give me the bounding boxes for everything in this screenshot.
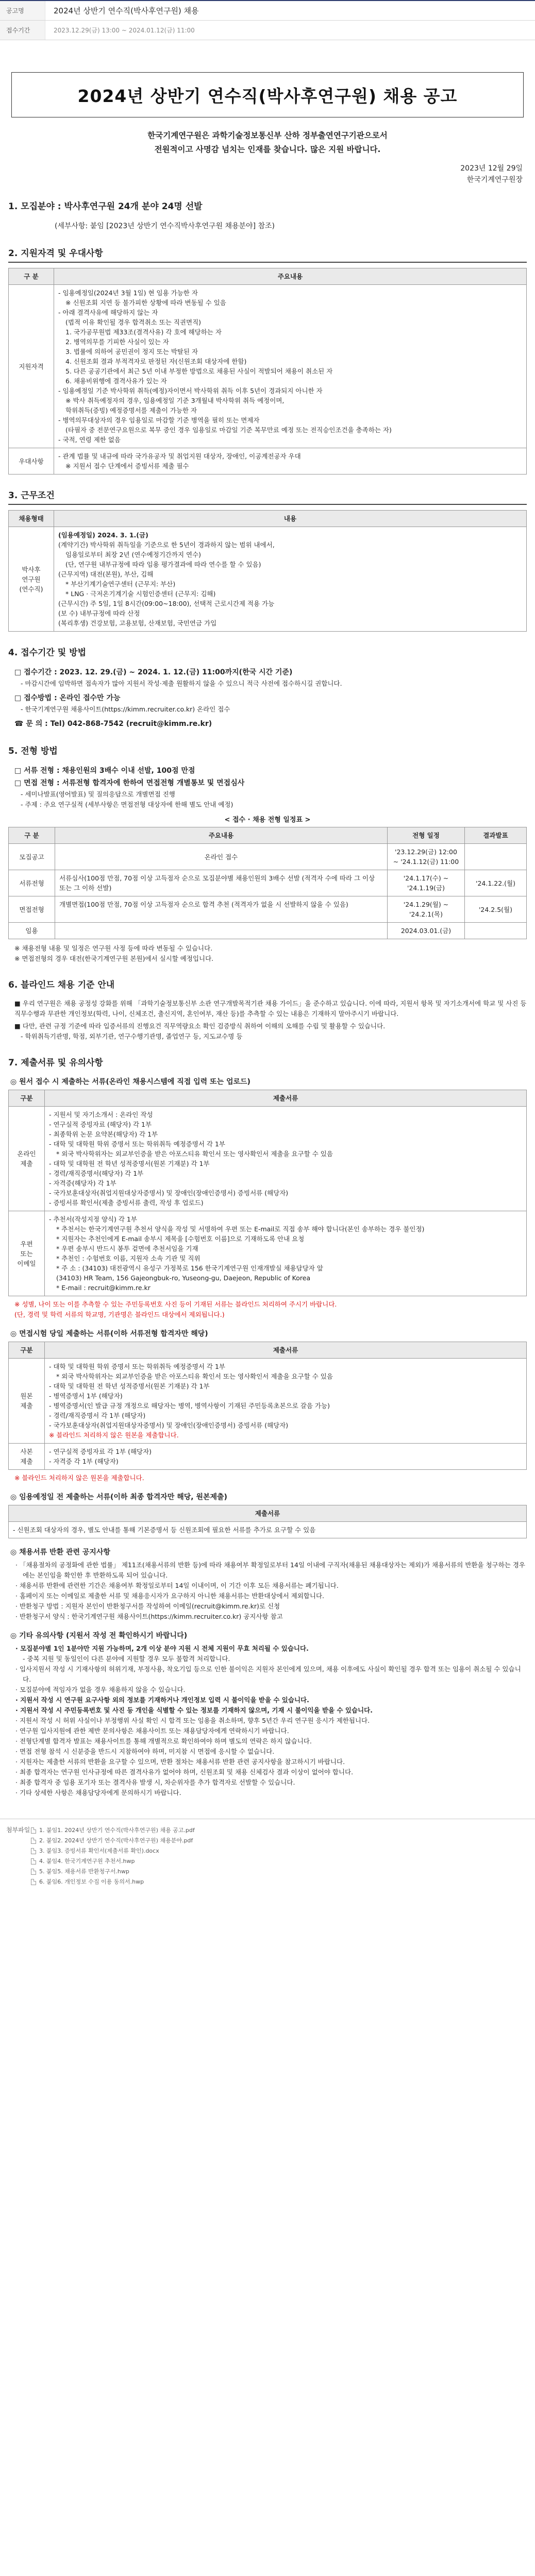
cell-line: - 대학 및 대학원 학위 증명서 또는 학위취득 예정증명서 각 1부	[49, 1140, 225, 1148]
cell-line: * 주 소 : (34103) 대전광역시 유성구 가정북로 156 한국기계연구원 인재개발실 채용담당자 앞	[56, 1264, 323, 1272]
issue-date: 2023년 12월 29일	[460, 164, 523, 173]
list-item: · 모집분야별 1인 1분야만 지원 가능하며, 2개 이상 분야 지원 시 전체 지원이 무효 처리될 수 있습니다.	[15, 1645, 309, 1652]
section-recruitment-field	[8, 199, 527, 232]
row-header	[9, 1359, 45, 1444]
table-row	[9, 1522, 527, 1538]
list-item: · 면접 전형 참석 시 신분증을 반드시 지참하여야 하며, 미지참 시 면접에 응시할 수 없습니다.	[15, 1748, 275, 1755]
cell-line: * E-mail : recruit@kimm.re.kr	[56, 1284, 151, 1292]
final-documents-table	[8, 1505, 527, 1538]
column-header: 주요내용	[55, 827, 388, 844]
method-note: - 한국기계연구원 채용사이트(https://kimm.recruiter.co.kr) 온라인 접수	[21, 705, 230, 713]
row-header-line: (연수직)	[19, 585, 43, 593]
column-header: 제출서류	[45, 1342, 527, 1359]
table-cell: '24.2.5(월)	[465, 896, 527, 923]
list-item: · 「채용절차의 공정화에 관한 법률」 제11조(채용서류의 반환 등)에 따라 채용여부 확정일로부터 14일 이내에 구직자(채용된 채용대상자는 제외)가 채용서류의 반환을 청구하는 경우에는 본인임을 확인한 후 반환하도록 되어 있습니다.	[15, 1561, 525, 1579]
column-header: 제출서류	[9, 1505, 527, 1522]
attachment-name[interactable]: 2. 붙임2. 2024년 상반기 연수직(박사후연구원) 채용분야.pdf	[39, 1837, 193, 1844]
notice-header-table	[0, 0, 535, 40]
table-row	[9, 896, 527, 923]
table-cell: - 신원조회 대상자의 경우, 별도 안내를 통해 기본증명서 등 신원조회에 필요한 서류를 추가로 요구할 수 있음	[9, 1522, 527, 1538]
cell-line: 1. 국가공무원법 제33조(결격사유) 각 호에 해당하는 자	[65, 328, 222, 336]
table-cell: 개별면접(100점 만점, 70점 이상 고득점자 순으로 합격 추천 (적격자가 없을 시 선발하지 않을 수 있음)	[55, 896, 388, 923]
section-qualifications	[8, 246, 527, 474]
cell-line: (타필자 중 전문연구요원으로 복무 중인 경우 임용일로 마감일 기준 복무만료 예정 또는 전직승인조건을 충족하는 자)	[65, 426, 392, 434]
row-header-line: 이메일	[17, 1259, 36, 1267]
list-item: · 입사지원서 작성 시 기재사항의 허위기재, 부정사용, 착오기입 등으로 인한 불이익은 지원자 본인에게 있으며, 채용 이후에도 사실이 확인될 경우 합격 또는 임용이 취소될 수 있습니다.	[15, 1665, 521, 1683]
table-cell: 임용	[9, 923, 55, 939]
table-row	[9, 1444, 527, 1470]
period-line: □ 접수기간 : 2023. 12. 29.(금) ~ 2024. 1. 12.(금) 11:00까지(한국 시간 기준)	[14, 668, 293, 676]
online-documents-table	[8, 1090, 527, 1296]
section-title: 4. 접수기간 및 방법	[8, 648, 86, 658]
cell-line: - 국가보훈대상자(취업지원대상자증명서) 및 장애인(장애인증명서) 증빙서류 (해당자)	[49, 1189, 289, 1197]
row-header: 지원자격	[9, 285, 54, 448]
subsection-head: ◎ 채용서류 반환 관련 공지사항	[10, 1548, 110, 1556]
table-cell: 서류전형	[9, 870, 55, 896]
column-header: 제출서류	[45, 1090, 527, 1107]
table-cell: 서류심사(100점 만점, 70점 이상 고득점자 순으로 모집분야별 채용인원의 3배수 선발 (적격자 수에 따라 그 이상 또는 그 이하 선발)	[55, 870, 388, 896]
attachment-link[interactable]	[0, 1867, 535, 1877]
original-note: ※ 블라인드 처리하지 않은 원본을 제출합니다.	[14, 1474, 144, 1482]
list-item: · 지원자는 제출한 서류의 반환을 요구할 수 있으며, 반환 절차는 채용서류 반환 관련 공지사항을 참고하시기 바랍니다.	[15, 1758, 345, 1766]
row-header-line: 연구원	[22, 575, 41, 583]
section-application-period	[8, 645, 527, 730]
cell-line: - 병역증명서(인 발급 규정 개정으로 해당자는 병역, 병역사항이 기재된 주민등록초본으로 갈음 가능)	[49, 1402, 330, 1410]
cell-line: (근무시간) 주 5일, 1일 8시간(09:00~18:00), 선택적 근로시간제 적용 가능	[58, 600, 275, 607]
file-icon	[31, 1838, 36, 1844]
list-item: · 지원서 작성 시 연구원 요구사항 외의 정보를 기재하거나 개인정보 입력 시 불이익을 받을 수 있습니다.	[15, 1696, 309, 1704]
row-header	[9, 1211, 45, 1296]
list-item: · 반환청구 방법 : 지원자 본인이 반환청구서를 작성하여 이메일(recruit@kimm.re.kr)로 신청	[15, 1602, 280, 1610]
schedule-caption: < 접수 · 채용 전형 일정표 >	[224, 816, 311, 824]
blind-paragraph: - 학위취득기관명, 학점, 외부기관, 연구수행기관명, 졸업연구 등, 지도교수명 등	[21, 1032, 243, 1040]
cell-line: - 추천서(작성지정 양식) 각 1부	[49, 1215, 137, 1223]
preference-cell	[54, 448, 527, 474]
blind-warning: (단, 경력 및 학력 서류의 학교명, 기관명은 블라인드 대상에서 제외됩니다.)	[14, 1311, 225, 1318]
cell-line: * 우편 송부시 반드시 봉투 겉면에 추천서임을 기재	[56, 1245, 198, 1252]
cell-line: * 지원자는 추천인에게 E-mail 송부시 제목을 [수험번호 이름]으로 기재하도록 안내 요청	[56, 1235, 305, 1243]
table-row	[9, 448, 527, 474]
cell-line: (법적 이유 확인될 경우 합격취소 또는 직권면직)	[65, 318, 202, 326]
intro-text	[8, 129, 527, 157]
cell-line: 4. 신원조회 결과 부적격자로 판정된 자(신원조회 대상자에 한함)	[65, 358, 247, 365]
contact-line: ☎ 문 의 : Tel) 042-868-7542 (recruit@kimm.re.kr)	[14, 720, 212, 728]
file-icon	[31, 1858, 36, 1865]
cell-line: - 아래 결격사유에 해당하지 않는 자	[58, 309, 158, 316]
blind-paragraph: ■ 우리 연구원은 채용 공정성 강화를 위해 「과학기술정보통신부 소관 연구개발목적기관 채용 가이드」을 준수하고 있습니다. 이에 따라, 지원서 항목 및 자기소개서에 학교 및 사진 등 직무수행과 무관한 개인정보(학력, 나이, 신체조건, 출신지역, 혼인여부, 재산 등)를 추측할 수 있는 내용은 기재하지 말아주시기 바랍니다.	[14, 999, 527, 1018]
subsection-head: ◎ 임용예정일 전 제출하는 서류(이하 최종 합격자만 해당, 원본제출)	[10, 1493, 227, 1501]
attachment-name[interactable]: 1. 붙임1. 2024년 상반기 연수직(박사후연구원) 채용 공고.pdf	[39, 1827, 195, 1834]
subsection-head: ◎ 기타 유의사항 (지원서 작성 전 확인하시기 바랍니다)	[10, 1632, 188, 1640]
qualifications-table	[8, 268, 527, 474]
schedule-note: ※ 채용전형 내용 및 일정은 연구원 사정 등에 따라 변동될 수 있습니다.	[14, 944, 213, 952]
attachments-label: 첨부파일	[6, 1826, 30, 1834]
table-cell	[465, 844, 527, 870]
cell-line: * 추천인 : 수험번호 이름, 지원자 소속 기관 및 직위	[56, 1255, 200, 1262]
cell-line: - 증빙서류 확인서(제출 증빙서류 출력, 작성 후 업로드)	[49, 1199, 204, 1207]
cell-line: 임용일로부터 최장 2년 (연수예정기간까지 연수)	[65, 551, 202, 558]
table-header-row	[9, 1342, 527, 1359]
row-header-line: 제출	[20, 1160, 33, 1167]
column-header: 구 분	[9, 827, 55, 844]
cell-line: (복리후생) 건강보험, 고용보험, 산재보험, 국민연금 가입	[58, 619, 217, 627]
cell-line: - 지원서 및 자기소개서 : 온라인 작성	[49, 1111, 153, 1118]
table-row	[9, 1359, 527, 1444]
cell-line: - 관계 법률 및 내규에 따라 국가유공자 및 취업지원 대상자, 장애인, 이공계전공자 우대	[58, 452, 301, 460]
row-header-line: 박사후	[22, 565, 41, 573]
row-header-line: 우편	[20, 1240, 33, 1248]
interview-documents-table	[8, 1342, 527, 1470]
table-row	[9, 285, 527, 448]
cell-line: ※ 지원서 접수 단계에서 증빙서류 제출 필수	[65, 462, 189, 470]
table-row	[9, 1211, 527, 1296]
column-header: 내용	[54, 511, 527, 527]
documents-cell	[45, 1359, 527, 1444]
list-item: · 지원서 작성 시 주민등록번호 및 사진 등 개인을 식별할 수 있는 정보를 기재하지 않으며, 기재 시 불이익을 받을 수 있습니다.	[15, 1706, 373, 1714]
cell-line: - 국적, 연령 제한 없음	[58, 436, 121, 444]
intro-line: 한국기계연구원은 과학기술정보통신부 산하 정부출연연구기관으로서	[147, 131, 388, 140]
table-row	[9, 844, 527, 870]
work-conditions-table	[8, 510, 527, 632]
file-icon	[31, 1827, 36, 1834]
subsection-head: ◎ 면접시험 당일 제출하는 서류(이하 서류전형 합격자만 해당)	[10, 1330, 208, 1338]
table-row	[9, 923, 527, 939]
table-cell: 면접전형	[9, 896, 55, 923]
table-header-row	[9, 827, 527, 844]
list-item: · 모집분야에 적임자가 없을 경우 채용하지 않을 수 있습니다.	[15, 1686, 186, 1693]
cell-line: - 자격증(해당자) 각 1부	[49, 1179, 116, 1187]
cell-line: 2. 병역의무를 기피한 사실이 있는 자	[65, 338, 169, 346]
cell-line: - 연구실적 증빙자료 (해당자) 각 1부	[49, 1121, 152, 1128]
cell-line: - 대학 및 대학원 학위 증명서 또는 학위취득 예정증명서 각 1부	[49, 1363, 225, 1370]
blind-paragraph: ■ 다만, 관련 규정 기준에 따라 입증서류의 진행요건 직무역량요소 확인 검증방식 취하여 이해의 오해를 수립 및 활용할 수 있습니다.	[14, 1022, 386, 1030]
list-item: · 최종 합격자는 연구원 인사규정에 따른 결격사유가 없어야 하며, 신원조회 및 채용 신체검사 결과 이상이 없어야 합니다.	[15, 1768, 354, 1776]
cell-line: - 최종학위 논문 요약본(해당자) 각 1부	[49, 1130, 158, 1138]
table-cell: '24.1.17(수) ~ '24.1.19(금)	[388, 870, 465, 896]
row-header: 우대사항	[9, 448, 54, 474]
cell-line: ※ 신원조회 지연 등 불가피한 상황에 따라 변동될 수 있음	[65, 299, 226, 307]
attachment-link[interactable]	[0, 1877, 535, 1887]
section-title: 7. 제출서류 및 유의사항	[8, 1058, 103, 1068]
row-header	[9, 1107, 45, 1211]
title-row	[0, 1, 535, 21]
section-selection-process	[8, 743, 527, 964]
conditions-cell	[54, 527, 527, 632]
section-work-conditions	[8, 488, 527, 632]
cell-line: * 부산기계기술연구센터 (근무지: 부산)	[65, 580, 176, 588]
column-header: 구 분	[9, 268, 54, 285]
period-note: - 마감시간에 임박하면 접속자가 많아 지원서 작성·제출 원활하지 않을 수 있으니 적극 사전에 접수하시길 권합니다.	[21, 680, 342, 687]
cell-line: - 경력/재직증명서 각 1부 (해당자)	[49, 1412, 146, 1419]
row-header-line: 또는	[20, 1249, 33, 1258]
file-icon	[31, 1879, 36, 1885]
table-header-row	[9, 511, 527, 527]
misc-notice-list	[8, 1643, 527, 1798]
section-title: 6. 블라인드 채용 기준 안내	[8, 980, 115, 990]
column-header: 구분	[9, 1090, 45, 1107]
row-header-line: 제출	[20, 1458, 33, 1465]
cell-line: (임용예정일) 2024. 3. 1.(금)	[58, 531, 148, 539]
cell-line: * LNG · 극저온기계기술 시험인증센터 (근무지: 김해)	[65, 590, 216, 598]
cell-line: - 임용예정일 기준 박사학위 취득(예정)자이면서 박사학위 취득 이후 5년이 경과되지 아니한 자	[58, 387, 323, 395]
interview-line: □ 면접 전형 : 서류전형 합격자에 한하여 면접전형 개별통보 및 면접심사	[14, 779, 245, 787]
section-title: 2. 지원자격 및 우대사항	[8, 246, 527, 263]
cell-line: - 병역의무대상자의 경우 임용일로 마감할 기준 병역을 필히 또는 면제자	[58, 416, 260, 424]
column-header: 주요내용	[54, 268, 527, 285]
cell-line: * 외국 박사학위자는 외교부인증을 받은 아포스티유 확인서 또는 영사확인서 제출을 요구할 수 있음	[56, 1372, 333, 1380]
section-sub: (세부사항: 붙임 [2023년 상반기 연수직박사후연구원 채용분야] 참조)	[55, 222, 275, 230]
cell-line: - 자격증 각 1부 (해당자)	[49, 1458, 119, 1465]
cell-line: 3. 법률에 의하여 공민권이 정지 또는 박탈된 자	[65, 348, 198, 355]
attachment-link[interactable]	[0, 1856, 535, 1867]
table-cell: '24.1.29(월) ~ '24.2.1(목)	[388, 896, 465, 923]
section-title: 1. 모집분야 : 박사후연구원 24개 분야 24명 선발	[8, 201, 203, 212]
file-icon	[31, 1848, 36, 1854]
list-item: · 연구원 입사지원에 관한 제반 문의사항은 채용사이트 또는 채용담당자에게 연락하시기 바랍니다.	[15, 1727, 289, 1735]
list-item: · 채용서류 반환에 관련한 기간은 채용여부 확정일로부터 14일 이내이며, 이 기간 이후 모든 채용서류는 폐기됩니다.	[15, 1582, 339, 1589]
cell-line: (계약기간) 박사학위 취득일을 기준으로 한 5년이 경과하지 않는 범위 내에서,	[58, 541, 275, 549]
cell-line: - 대학 및 대학원 전 학년 성적증명서(원본 기재분) 각 1부	[49, 1160, 210, 1167]
section-documents	[8, 1055, 527, 1798]
cell-line: ※ 박사 취득예정자의 경우, 임용예정일 기준 3개월내 박사학위 취득 예정이며,	[65, 397, 285, 404]
attachment-name[interactable]: 6. 붙임6. 개인정보 수집 이용 동의서.hwp	[39, 1878, 144, 1885]
title-label: 공고명	[0, 1, 45, 20]
attachment-link[interactable]	[0, 1846, 535, 1856]
table-cell: 모집공고	[9, 844, 55, 870]
subsection-head: ◎ 원서 접수 시 제출하는 서류(온라인 채용시스템에 직접 입력 또는 업로드)	[10, 1078, 250, 1086]
qualification-cell	[54, 285, 527, 448]
row-header-line: 제출	[20, 1402, 33, 1410]
interview-note: - 세미나발표(영어발표) 및 질의응답으로 개별면접 진행	[21, 790, 175, 798]
table-cell	[55, 923, 388, 939]
cell-line: (근무지역) 대전(본원), 부산, 김해	[58, 570, 154, 578]
column-header: 구분	[9, 1342, 45, 1359]
column-header: 결과발표	[465, 827, 527, 844]
table-header-row	[9, 268, 527, 285]
row-header-line: 원본	[20, 1392, 33, 1400]
row-header	[9, 527, 54, 632]
table-header-row	[9, 1505, 527, 1522]
section-blind-hiring	[8, 977, 527, 1042]
attachment-name[interactable]: 4. 붙임4. 한국기계연구원 추천서.hwp	[39, 1858, 135, 1865]
row-header-line: 온라인	[17, 1150, 36, 1158]
attachment-name[interactable]: 3. 붙임3. 증빙서류 확인서(제출서류 확인).docx	[39, 1848, 159, 1854]
notice-banner-title: 2024년 상반기 연수직(박사후연구원) 채용 공고	[11, 72, 524, 117]
table-cell: 온라인 접수	[55, 844, 388, 870]
attachments-section	[0, 1819, 535, 1894]
cell-line: - 병역증명서 1부 (해당자)	[49, 1392, 123, 1400]
cell-line: 학위취득(증빙) 예정증명서를 제출이 가능한 자	[65, 406, 197, 414]
table-header-row	[9, 1090, 527, 1107]
table-cell	[465, 923, 527, 939]
blind-warning: ※ 성별, 나이 또는 이를 추측할 수 있는 주민등록번호 사진 등이 기재된 서류는 블라인드 처리하여 주시기 바랍니다.	[14, 1300, 337, 1308]
documents-cell	[45, 1444, 527, 1470]
table-cell: '23.12.29(금) 12:00 ~ '24.1.12(금) 11:00	[388, 844, 465, 870]
table-row	[9, 1107, 527, 1211]
row-header	[9, 1444, 45, 1470]
schedule-note: ※ 면접전형의 경우 대전(한국기계연구원 본원)에서 실시할 예정입니다.	[14, 955, 214, 962]
cell-line: - 임용예정일(2024년 3월 1일) 현 임용 가능한 자	[58, 289, 198, 297]
cell-line: - 경력/재직증명서(해당자) 각 1부	[49, 1170, 144, 1177]
period-value: 2023.12.29(금) 13:00 ~ 2024.01.12(금) 11:00	[54, 27, 195, 34]
list-item: - 중복 지원 및 동일인이 다른 분야에 지원할 경우 모두 불합격 처리합니다.	[23, 1655, 230, 1663]
cell-line: (단, 연구원 내부규정에 따라 임용 평가결과에 따라 연수를 할 수 있음)	[65, 561, 261, 568]
section-title: 3. 근무조건	[8, 488, 527, 505]
attachment-name[interactable]: 5. 붙임5. 채용서류 반환청구서.hwp	[39, 1868, 129, 1875]
attachment-link[interactable]	[0, 1836, 535, 1846]
notice-title: 2024년 상반기 연수직(박사후연구원) 채용	[54, 6, 199, 15]
list-item: · 지원서 작성 시 허위 사실이나 부정행위 사실 확인 시 합격 또는 임용을 취소하며, 향후 5년간 우리 연구원 응시가 제한됩니다.	[15, 1717, 370, 1724]
method-line: □ 접수방법 : 온라인 접수만 가능	[14, 694, 121, 702]
list-item: · 최종 합격자 중 임용 포기자 또는 결격사유 발생 시, 차순위자를 추가 합격자로 선발할 수 있습니다.	[15, 1778, 295, 1786]
cell-line: * 추천서는 한국기계연구원 추천서 양식을 작성 및 서명하여 우편 또는 E-mail로 직접 송부 해야 합니다(본인 송부하는 경우 불인정)	[56, 1225, 425, 1233]
documents-cell	[45, 1107, 527, 1211]
issuer: 한국기계연구원장	[466, 176, 523, 184]
attachment-link[interactable]	[0, 1825, 535, 1836]
list-item: · 홈페이지 또는 이메일로 제출한 서류 및 채용응시자가 요구하지 아니한 채용서류는 반환대상에서 제외합니다.	[15, 1592, 325, 1600]
interview-note: - 주제 : 주요 연구실적 (세부사항은 면접전형 대상자에 한해 별도 안내 예정)	[21, 801, 233, 808]
issue-date-block	[8, 163, 523, 185]
cell-line: * 외국 박사학위자는 외교부인증을 받은 아포스티유 확인서 또는 영사확인서 제출을 요구할 수 있음	[56, 1150, 333, 1158]
table-row	[9, 870, 527, 896]
row-header-line: 사본	[20, 1448, 33, 1455]
cell-line: ※ 블라인드 처리하지 않은 원본을 제출합니다.	[49, 1431, 179, 1439]
cell-line: - 연구실적 증빙자료 각 1부 (해당자)	[49, 1448, 152, 1455]
list-item: · 반환청구서 양식 : 한국기계연구원 채용사이트(https://kimm.recruiter.co.kr) 공지사항 참고	[15, 1613, 283, 1620]
doc-screening-line: □ 서류 전형 : 채용인원의 3배수 이내 선발, 100점 만점	[14, 767, 195, 775]
table-row	[9, 527, 527, 632]
file-icon	[31, 1869, 36, 1875]
cell-line: 5. 다른 공공기관에서 최근 5년 이내 부정한 방법으로 채용된 사실이 적발되어 채용이 취소된 자	[65, 367, 333, 375]
intro-line: 전원적이고 사명감 넘치는 인재를 찾습니다. 많은 지원 바랍니다.	[154, 145, 381, 154]
table-cell: '24.1.22.(월)	[465, 870, 527, 896]
column-header: 채용형태	[9, 511, 54, 527]
return-notice-list	[8, 1560, 527, 1622]
cell-line: - 대학 및 대학원 전 학년 성적증명서(원본 기재분) 각 1부	[49, 1382, 210, 1390]
cell-line: (34103) HR Team, 156 Gajeongbuk-ro, Yuseong-gu, Daejeon, Republic of Korea	[56, 1274, 311, 1282]
column-header: 전형 일정	[388, 827, 465, 844]
section-title: 5. 전형 방법	[8, 746, 58, 756]
cell-line: 6. 채용비위행에 결격사유가 있는 자	[65, 377, 167, 385]
documents-cell	[45, 1211, 527, 1296]
table-cell: 2024.03.01.(금)	[388, 923, 465, 939]
notice-body	[0, 40, 535, 1798]
schedule-table	[8, 827, 527, 939]
period-row	[0, 21, 535, 40]
period-label: 접수기간	[0, 21, 45, 40]
list-item: · 전형단계별 합격자 발표는 채용사이트를 통해 개별적으로 확인하여야 하며 별도의 연락은 하지 않습니다.	[15, 1737, 312, 1745]
cell-line: (보 수) 내부규정에 따라 산정	[58, 609, 140, 617]
cell-line: - 국가보훈대상자(취업지원대상자증명서) 및 장애인(장애인증명서) 증빙서류 (해당자)	[49, 1421, 289, 1429]
list-item: · 기타 상세한 사항은 채용담당자에게 문의하시기 바랍니다.	[15, 1789, 181, 1797]
